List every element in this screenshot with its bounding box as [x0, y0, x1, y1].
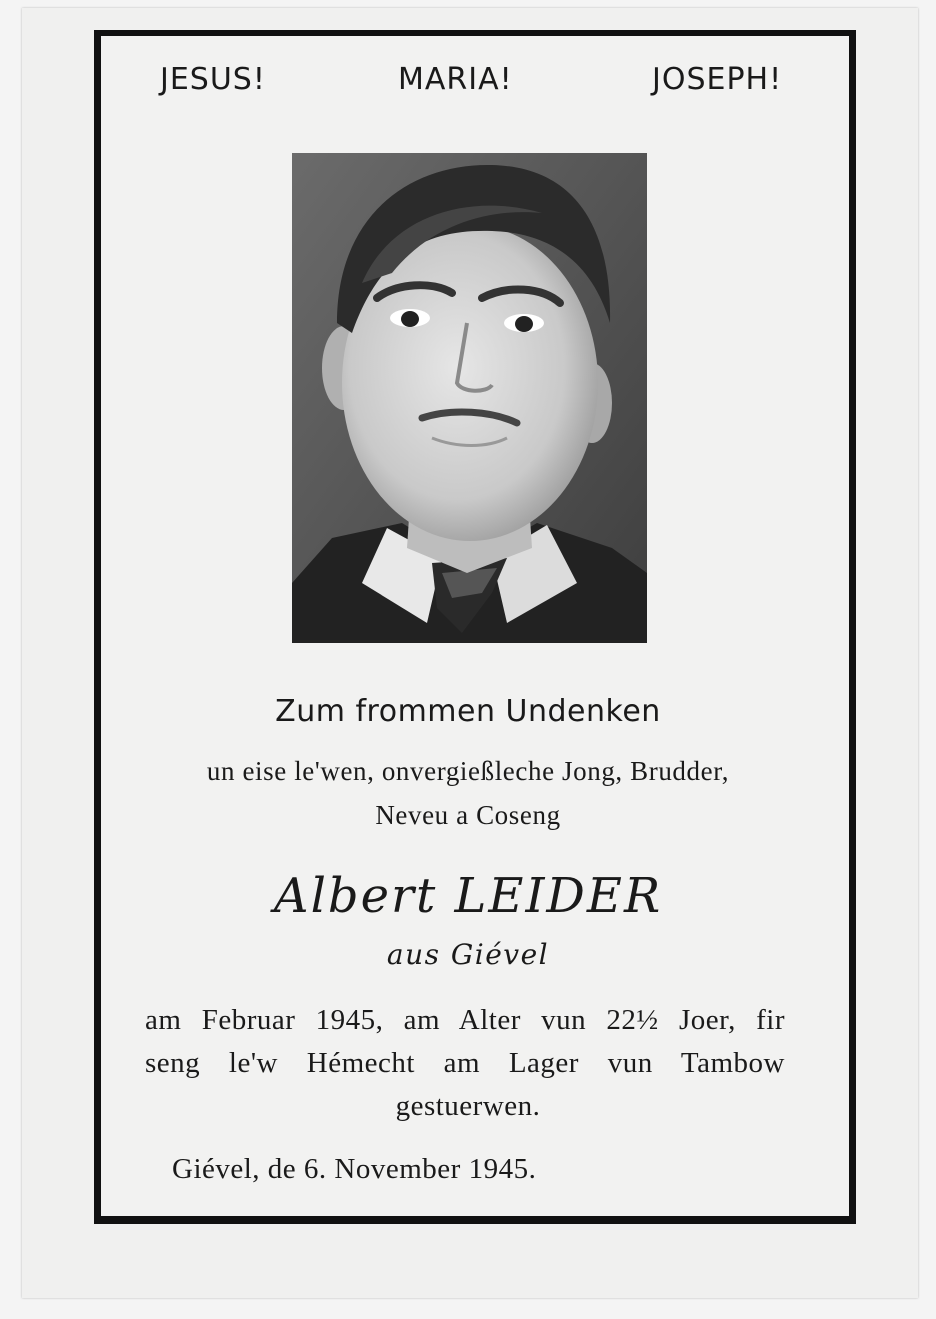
invocation-joseph: JOSEPH! — [652, 62, 783, 97]
death-text-line-1: am Februar 1945, am Alter vun 22½ Joer, fir — [145, 1004, 785, 1036]
intro-line-1: un eise le'wen, onvergießleche Jong, Brudder, — [206, 756, 730, 786]
place-and-date: Giével, de 6. November 1945. — [172, 1153, 537, 1185]
deceased-name: Albert LEIDER — [273, 868, 663, 924]
death-text-line-3: gestuerwen. — [395, 1090, 541, 1122]
death-text-line-2: seng le'w Hémecht am Lager vun Tambow — [145, 1047, 785, 1079]
portrait-photo — [292, 153, 647, 643]
deceased-origin: aus Giével — [386, 938, 550, 971]
memorial-title: Zum frommen Undenken — [275, 694, 661, 729]
portrait-illustration — [292, 153, 647, 643]
invocation-jesus: JESUS! — [160, 62, 266, 97]
intro-line-2: Neveu a Coseng — [375, 800, 561, 830]
invocation-maria: MARIA! — [398, 62, 513, 97]
